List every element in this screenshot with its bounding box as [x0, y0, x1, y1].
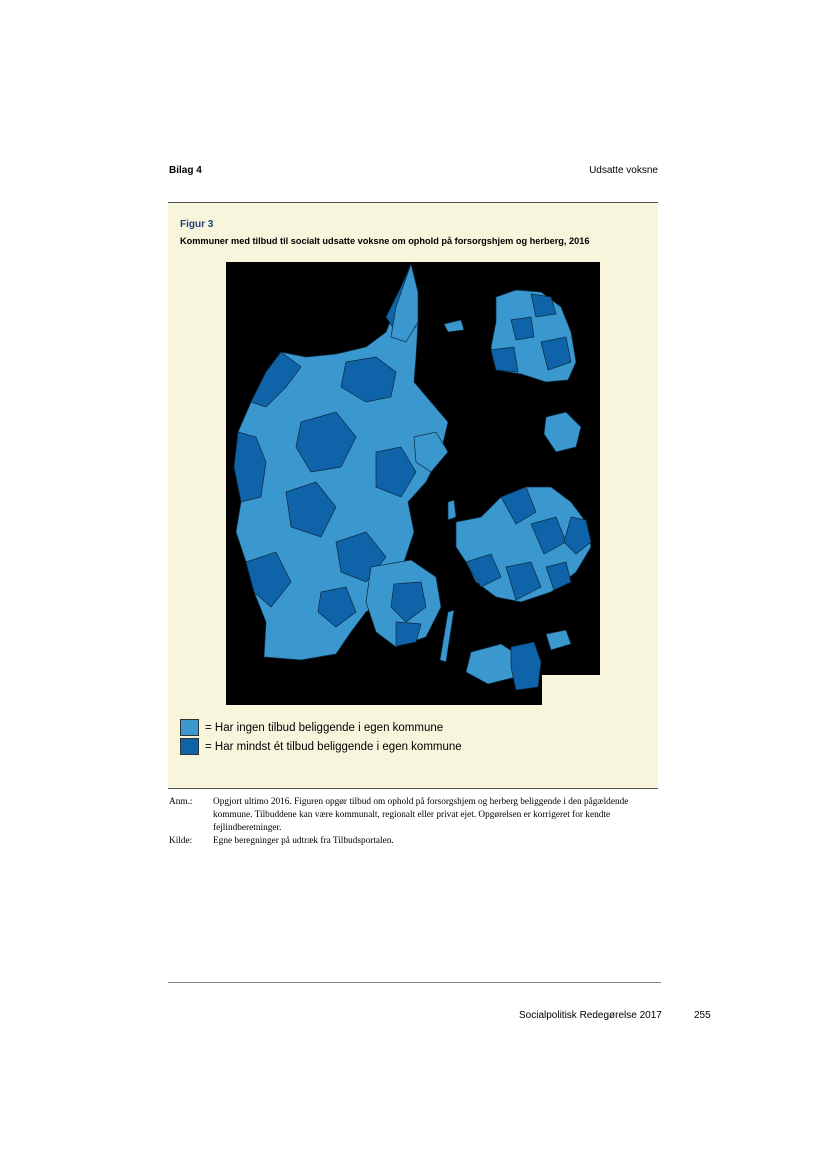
footer-divider [168, 982, 661, 983]
legend-text-has-offer: = Har mindst ét tilbud beliggende i egen kommune [205, 740, 462, 753]
figure-title: Kommuner med tilbud til socialt udsatte voksne om ophold på forsorgshjem og herberg, 2016 [180, 236, 590, 246]
header-section-label: Bilag 4 [169, 165, 202, 176]
note-annotation [169, 796, 659, 835]
figure-panel [168, 202, 658, 789]
note-source-key: Kilde: [169, 836, 193, 846]
header-chapter-title: Udsatte voksne [589, 165, 658, 176]
legend-item-has-offer [180, 737, 462, 756]
note-annotation-text: Opgjort ultimo 2016. Figuren opgør tilbud om ophold på forsorgshjem og herberg beliggende i den pågældende kommune. Tilbuddene kan være kommunalt, regionalt eller privat ejet. Opgørelsen er korrigeret for kendte fejlindberetninger. [213, 797, 629, 833]
note-annotation-key: Anm.: [169, 797, 193, 807]
figure-notes [169, 796, 659, 848]
map-legend [180, 718, 462, 756]
note-source [169, 835, 659, 848]
region-falster [511, 642, 541, 690]
legend-item-no-offer [180, 718, 462, 737]
legend-swatch-has-offer [180, 738, 199, 755]
denmark-municipality-map [226, 262, 600, 705]
legend-swatch-no-offer [180, 719, 199, 736]
footer-publication-title: Socialpolitisk Redegørelse 2017 [519, 1010, 662, 1021]
legend-text-no-offer: = Har ingen tilbud beliggende i egen kommune [205, 721, 444, 734]
figure-label: Figur 3 [180, 219, 214, 230]
footer-page-number: 255 [694, 1010, 711, 1021]
note-source-text: Egne beregninger på udtræk fra Tilbudsportalen. [213, 836, 394, 846]
